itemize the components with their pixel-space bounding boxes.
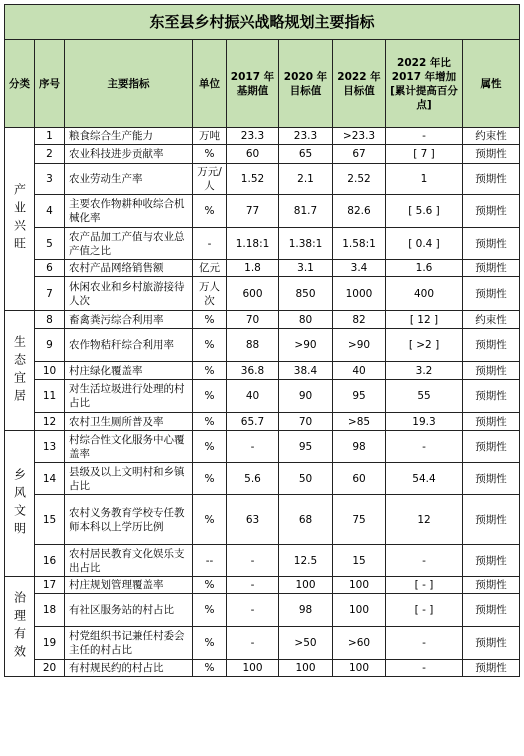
table-row: [5, 545, 520, 577]
seq-cell: 6: [35, 260, 65, 277]
unit-cell: %: [193, 594, 227, 627]
increase-cell: -: [386, 660, 463, 677]
seq-cell: 5: [35, 228, 65, 260]
attribute-cell: 预期性: [463, 413, 520, 431]
header-attribute: 属性: [463, 40, 520, 128]
increase-cell: 1: [386, 164, 463, 195]
base2017-cell: -: [227, 431, 279, 463]
base2017-cell: 40: [227, 380, 279, 413]
indicator-cell: 农业科技进步贡献率: [65, 145, 193, 164]
table-row: [5, 277, 520, 311]
increase-cell: [ - ]: [386, 594, 463, 627]
attribute-cell: 预期性: [463, 380, 520, 413]
attribute-cell: 预期性: [463, 164, 520, 195]
target2020-cell: 3.1: [279, 260, 333, 277]
header-increase: 2022 年比 2017 年增加[累计提高百分点]: [386, 40, 463, 128]
target2022-cell: 100: [333, 594, 386, 627]
target2020-cell: 100: [279, 660, 333, 677]
unit-cell: %: [193, 329, 227, 362]
table-row: [5, 660, 520, 677]
seq-cell: 15: [35, 495, 65, 545]
indicator-cell: 农作物秸秆综合利用率: [65, 329, 193, 362]
unit-cell: %: [193, 362, 227, 380]
target2020-cell: 2.1: [279, 164, 333, 195]
target2020-cell: 95: [279, 431, 333, 463]
base2017-cell: 88: [227, 329, 279, 362]
base2017-cell: -: [227, 627, 279, 660]
indicator-cell: 主要农作物耕种收综合机械化率: [65, 195, 193, 228]
indicator-cell: 对生活垃圾进行处理的村占比: [65, 380, 193, 413]
unit-cell: %: [193, 195, 227, 228]
target2020-cell: >50: [279, 627, 333, 660]
attribute-cell: 约束性: [463, 128, 520, 145]
target2020-cell: 81.7: [279, 195, 333, 228]
table-row: [5, 164, 520, 195]
unit-cell: %: [193, 413, 227, 431]
seq-cell: 9: [35, 329, 65, 362]
header-base2017: 2017 年基期值: [227, 40, 279, 128]
header-category: 分类: [5, 40, 35, 128]
indicator-cell: 农业劳动生产率: [65, 164, 193, 195]
table-row: [5, 311, 520, 329]
attribute-cell: 约束性: [463, 311, 520, 329]
seq-cell: 10: [35, 362, 65, 380]
unit-cell: 万人次: [193, 277, 227, 311]
category-cell: 乡风文明: [5, 431, 35, 577]
header-target2022: 2022 年目标值: [333, 40, 386, 128]
base2017-cell: 100: [227, 660, 279, 677]
increase-cell: [ 0.4 ]: [386, 228, 463, 260]
increase-cell: [ >2 ]: [386, 329, 463, 362]
header-unit: 单位: [193, 40, 227, 128]
target2020-cell: 850: [279, 277, 333, 311]
indicator-cell: 县级及以上文明村和乡镇占比: [65, 463, 193, 495]
unit-cell: -: [193, 228, 227, 260]
table-row: [5, 195, 520, 228]
unit-cell: 万元/人: [193, 164, 227, 195]
increase-cell: -: [386, 627, 463, 660]
increase-cell: 55: [386, 380, 463, 413]
target2022-cell: 95: [333, 380, 386, 413]
indicator-cell: 农村产品网络销售额: [65, 260, 193, 277]
unit-cell: %: [193, 463, 227, 495]
indicator-cell: 畜禽粪污综合利用率: [65, 311, 193, 329]
base2017-cell: 1.52: [227, 164, 279, 195]
target2022-cell: 60: [333, 463, 386, 495]
target2020-cell: 90: [279, 380, 333, 413]
base2017-cell: 23.3: [227, 128, 279, 145]
indicator-cell: 村综合性文化服务中心覆盖率: [65, 431, 193, 463]
increase-cell: 54.4: [386, 463, 463, 495]
indicator-cell: 农村卫生厕所普及率: [65, 413, 193, 431]
seq-cell: 4: [35, 195, 65, 228]
header-seq: 序号: [35, 40, 65, 128]
indicators-table: [4, 4, 520, 677]
base2017-cell: 600: [227, 277, 279, 311]
table-row: [5, 495, 520, 545]
table-row: [5, 228, 520, 260]
target2022-cell: 100: [333, 577, 386, 594]
target2022-cell: 82: [333, 311, 386, 329]
attribute-cell: 预期性: [463, 545, 520, 577]
increase-cell: 400: [386, 277, 463, 311]
seq-cell: 17: [35, 577, 65, 594]
target2022-cell: 1.58:1: [333, 228, 386, 260]
table-row: [5, 128, 520, 145]
increase-cell: [ 5.6 ]: [386, 195, 463, 228]
table-row: [5, 594, 520, 627]
table-row: [5, 329, 520, 362]
increase-cell: 19.3: [386, 413, 463, 431]
unit-cell: %: [193, 431, 227, 463]
base2017-cell: 60: [227, 145, 279, 164]
base2017-cell: 63: [227, 495, 279, 545]
base2017-cell: -: [227, 545, 279, 577]
increase-cell: 3.2: [386, 362, 463, 380]
target2020-cell: 65: [279, 145, 333, 164]
unit-cell: %: [193, 145, 227, 164]
unit-cell: %: [193, 577, 227, 594]
increase-cell: -: [386, 545, 463, 577]
attribute-cell: 预期性: [463, 362, 520, 380]
target2022-cell: >60: [333, 627, 386, 660]
indicator-cell: 粮食综合生产能力: [65, 128, 193, 145]
table-row: [5, 145, 520, 164]
base2017-cell: 77: [227, 195, 279, 228]
target2020-cell: 68: [279, 495, 333, 545]
attribute-cell: 预期性: [463, 577, 520, 594]
unit-cell: 亿元: [193, 260, 227, 277]
target2020-cell: 50: [279, 463, 333, 495]
base2017-cell: 65.7: [227, 413, 279, 431]
attribute-cell: 预期性: [463, 594, 520, 627]
unit-cell: 万吨: [193, 128, 227, 145]
indicator-cell: 村庄绿化覆盖率: [65, 362, 193, 380]
seq-cell: 7: [35, 277, 65, 311]
base2017-cell: 5.6: [227, 463, 279, 495]
indicator-cell: 农村义务教育学校专任教师本科以上学历比例: [65, 495, 193, 545]
attribute-cell: 预期性: [463, 195, 520, 228]
target2020-cell: >90: [279, 329, 333, 362]
header-target2020: 2020 年目标值: [279, 40, 333, 128]
target2020-cell: 12.5: [279, 545, 333, 577]
table-row: [5, 380, 520, 413]
unit-cell: %: [193, 660, 227, 677]
category-cell: 生态宜居: [5, 311, 35, 431]
target2020-cell: 100: [279, 577, 333, 594]
table-title: 东至县乡村振兴战略规划主要指标: [5, 5, 520, 40]
table-row: [5, 577, 520, 594]
category-cell: 产业兴旺: [5, 128, 35, 311]
seq-cell: 3: [35, 164, 65, 195]
table-row: [5, 463, 520, 495]
unit-cell: %: [193, 380, 227, 413]
header-indicator: 主要指标: [65, 40, 193, 128]
increase-cell: 1.6: [386, 260, 463, 277]
target2022-cell: >90: [333, 329, 386, 362]
table-row: [5, 362, 520, 380]
seq-cell: 2: [35, 145, 65, 164]
attribute-cell: 预期性: [463, 495, 520, 545]
increase-cell: [ 7 ]: [386, 145, 463, 164]
base2017-cell: 1.18:1: [227, 228, 279, 260]
target2022-cell: 1000: [333, 277, 386, 311]
target2020-cell: 23.3: [279, 128, 333, 145]
seq-cell: 14: [35, 463, 65, 495]
unit-cell: %: [193, 627, 227, 660]
target2022-cell: >85: [333, 413, 386, 431]
target2020-cell: 1.38:1: [279, 228, 333, 260]
seq-cell: 19: [35, 627, 65, 660]
target2022-cell: 100: [333, 660, 386, 677]
increase-cell: [ 12 ]: [386, 311, 463, 329]
target2020-cell: 70: [279, 413, 333, 431]
attribute-cell: 预期性: [463, 260, 520, 277]
indicator-cell: 有村规民约的村占比: [65, 660, 193, 677]
table-row: [5, 431, 520, 463]
category-cell: 治理有效: [5, 577, 35, 677]
unit-cell: --: [193, 545, 227, 577]
indicator-cell: 休闲农业和乡村旅游接待人次: [65, 277, 193, 311]
attribute-cell: 预期性: [463, 660, 520, 677]
base2017-cell: 36.8: [227, 362, 279, 380]
seq-cell: 13: [35, 431, 65, 463]
attribute-cell: 预期性: [463, 431, 520, 463]
seq-cell: 1: [35, 128, 65, 145]
target2020-cell: 80: [279, 311, 333, 329]
seq-cell: 18: [35, 594, 65, 627]
target2022-cell: 40: [333, 362, 386, 380]
seq-cell: 8: [35, 311, 65, 329]
unit-cell: %: [193, 311, 227, 329]
target2020-cell: 98: [279, 594, 333, 627]
base2017-cell: -: [227, 594, 279, 627]
unit-cell: %: [193, 495, 227, 545]
attribute-cell: 预期性: [463, 277, 520, 311]
attribute-cell: 预期性: [463, 145, 520, 164]
seq-cell: 16: [35, 545, 65, 577]
indicator-cell: 村庄规划管理覆盖率: [65, 577, 193, 594]
indicator-cell: 村党组织书记兼任村委会主任的村占比: [65, 627, 193, 660]
base2017-cell: 1.8: [227, 260, 279, 277]
target2022-cell: 67: [333, 145, 386, 164]
indicator-cell: 农村居民教育文化娱乐支出占比: [65, 545, 193, 577]
base2017-cell: 70: [227, 311, 279, 329]
attribute-cell: 预期性: [463, 329, 520, 362]
attribute-cell: 预期性: [463, 627, 520, 660]
target2022-cell: >23.3: [333, 128, 386, 145]
table-row: [5, 260, 520, 277]
increase-cell: 12: [386, 495, 463, 545]
increase-cell: -: [386, 431, 463, 463]
target2022-cell: 3.4: [333, 260, 386, 277]
increase-cell: -: [386, 128, 463, 145]
indicator-cell: 有社区服务站的村占比: [65, 594, 193, 627]
target2022-cell: 98: [333, 431, 386, 463]
seq-cell: 20: [35, 660, 65, 677]
table-row: [5, 627, 520, 660]
increase-cell: [ - ]: [386, 577, 463, 594]
table-row: [5, 413, 520, 431]
attribute-cell: 预期性: [463, 463, 520, 495]
target2022-cell: 82.6: [333, 195, 386, 228]
target2022-cell: 75: [333, 495, 386, 545]
target2022-cell: 15: [333, 545, 386, 577]
seq-cell: 11: [35, 380, 65, 413]
seq-cell: 12: [35, 413, 65, 431]
target2020-cell: 38.4: [279, 362, 333, 380]
base2017-cell: -: [227, 577, 279, 594]
indicator-cell: 农产品加工产值与农业总产值之比: [65, 228, 193, 260]
attribute-cell: 预期性: [463, 228, 520, 260]
table-body: [5, 128, 520, 677]
target2022-cell: 2.52: [333, 164, 386, 195]
